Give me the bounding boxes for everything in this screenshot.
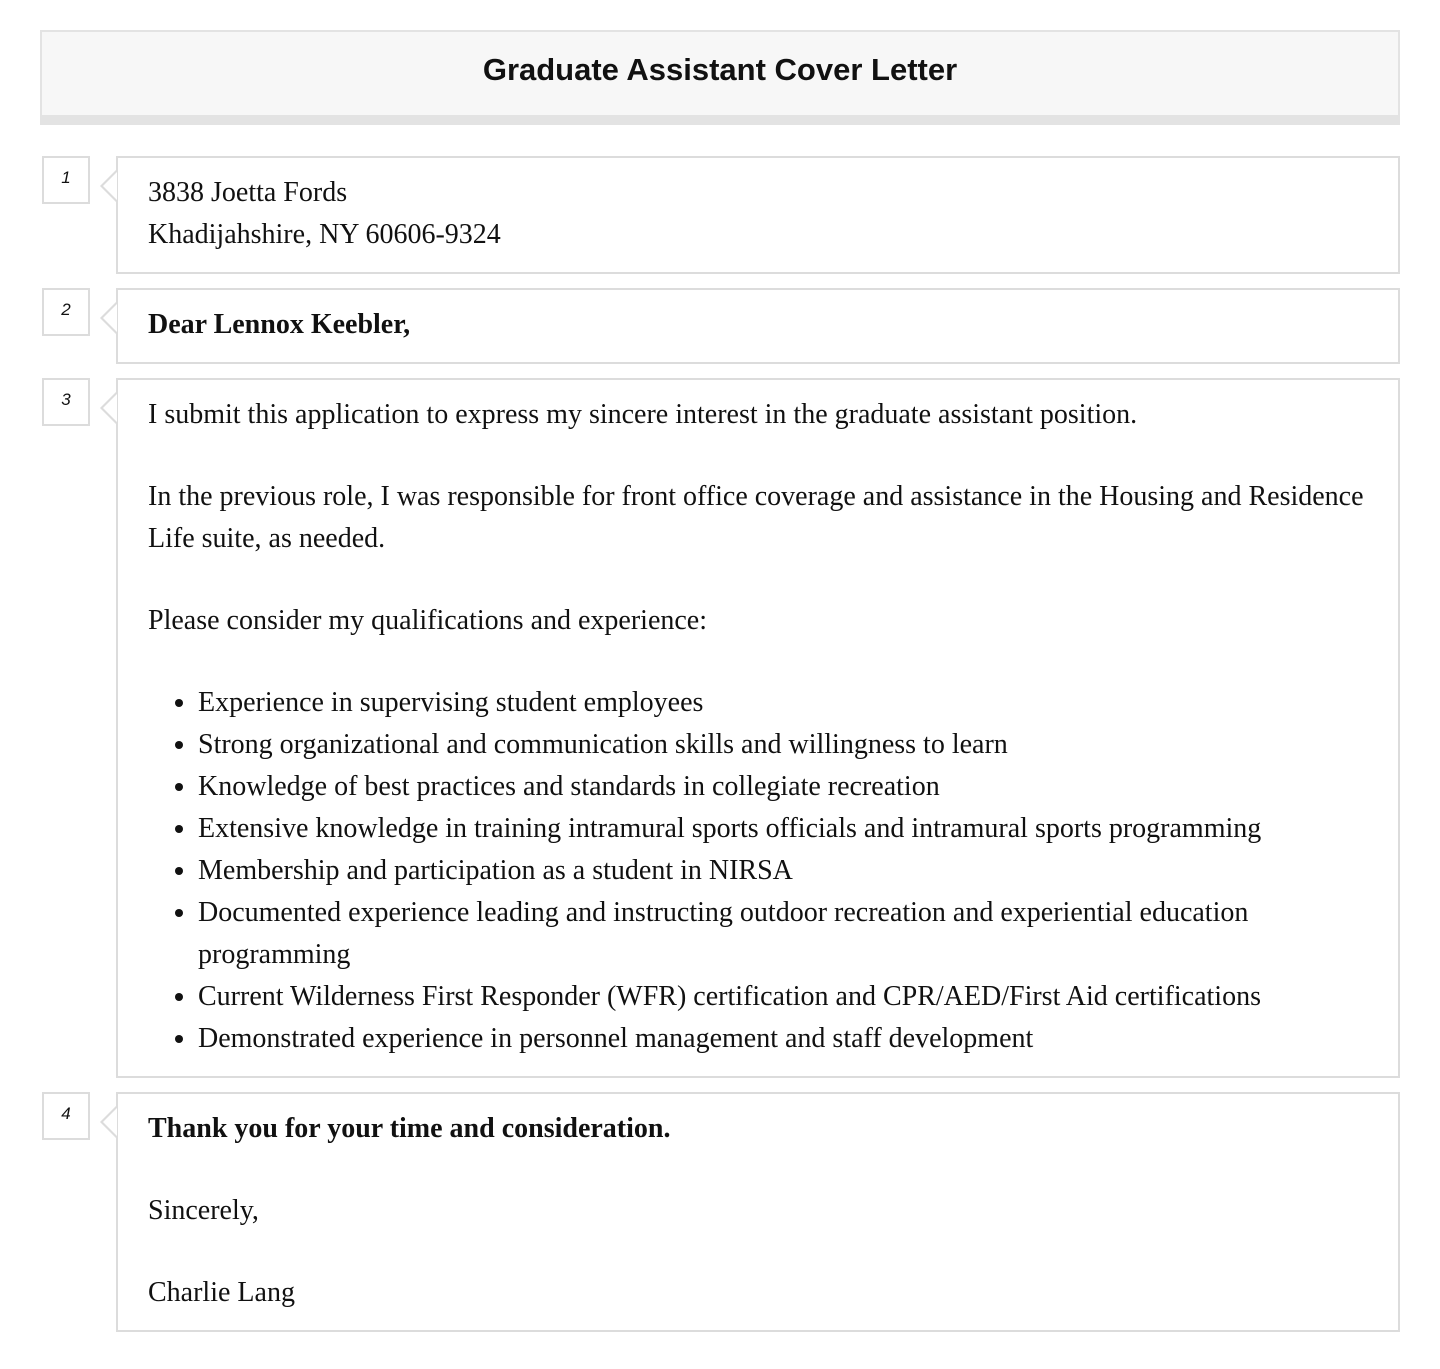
list-item: • Experience in supervising student employees [198,682,1368,724]
section-number: 3 [42,378,90,426]
list-item: • Knowledge of best practices and standards in collegiate recreation [198,766,1368,808]
address-line-1: 3838 Joetta Fords [148,177,348,208]
list-item: • Membership and participation as a student in NIRSA [198,850,1368,892]
qualifications-lead: Please consider my qualifications and experience: [148,605,708,636]
page-header [40,30,1400,125]
section-number: 1 [42,156,90,204]
salutation-block [116,288,1400,364]
address-block [116,156,1400,274]
closing-block [116,1092,1400,1332]
body-block [116,378,1400,1078]
list-item: • Demonstrated experience in personnel management and staff development [198,1018,1368,1060]
page-title: Graduate Assistant Cover Letter [482,51,958,87]
list-item: • Strong organizational and communication skills and willingness to learn [198,724,1368,766]
address-line-2: Khadijahshire, NY 60606-9324 [148,219,501,250]
closing-line: Sincerely, [148,1195,259,1226]
section-number: 4 [42,1092,90,1140]
salutation: Dear Lennox Keebler, [148,309,411,340]
list-item: • Documented experience leading and instructing outdoor recreation and experiential education programming [198,892,1368,976]
list-item: • Extensive knowledge in training intramural sports officials and intramural sports programming [198,808,1368,850]
thanks-line: Thank you for your time and consideration. [148,1113,671,1144]
signature: Charlie Lang [148,1277,295,1308]
section-number: 2 [42,288,90,336]
previous-role-paragraph: In the previous role, I was responsible for front office coverage and assistance in the Housing and Residence Life suite, as needed. [148,481,1364,554]
list-item: • Current Wilderness First Responder (WFR) certification and CPR/AED/First Aid certifications [198,976,1368,1018]
qualifications-list [148,682,1368,1060]
intro-paragraph: I submit this application to express my sincere interest in the graduate assistant position. [148,399,1138,430]
